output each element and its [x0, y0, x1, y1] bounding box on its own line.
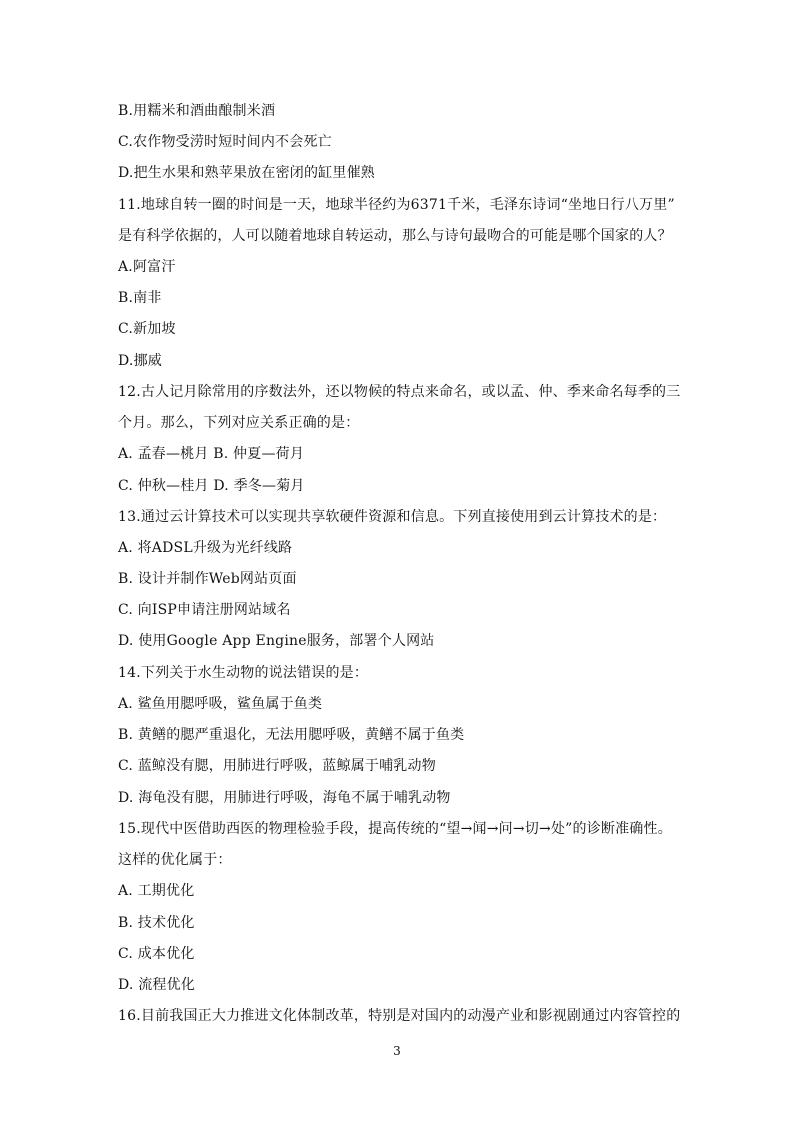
option-line: C.农作物受涝时短时间内不会死亡	[118, 134, 332, 150]
option-line: A. 孟春—桃月 B. 仲夏—荷月	[118, 446, 305, 462]
option-line: A. 鲨鱼用腮呼吸，鲨鱼属于鱼类	[118, 696, 323, 712]
option-line: C.新加坡	[118, 321, 176, 337]
question-line: 个月。那么，下列对应关系正确的是：	[118, 415, 360, 431]
option-line: B.用糯米和酒曲酿制米酒	[118, 103, 276, 119]
question-line: 16.目前我国正大力推进文化体制改革，特别是对国内的动漫产业和影视剧通过内容管控的	[118, 1008, 681, 1024]
option-line: D.把生水果和熟苹果放在密闭的缸里催熟	[118, 165, 375, 181]
question-line: 是有科学依据的，人可以随着地球自转运动，那么与诗句最吻合的可能是哪个国家的人？	[118, 228, 672, 244]
question-line: 15.现代中医借助西医的物理检验手段，提高传统的“望→闻→问→切→处”的诊断准确性。	[118, 821, 672, 837]
option-line: D. 使用Google App Engine服务，部署个人网站	[118, 633, 435, 649]
option-line: D. 流程优化	[118, 977, 196, 993]
option-line: B. 黄鳝的腮严重退化，无法用腮呼吸，黄鳝不属于鱼类	[118, 727, 465, 743]
question-line: 14.下列关于水生动物的说法错误的是：	[118, 665, 369, 681]
option-line: A. 将ADSL升级为光纤线路	[118, 540, 293, 556]
option-line: C. 成本优化	[118, 946, 195, 962]
option-line: D.挪威	[118, 353, 162, 369]
question-line: 11.地球自转一圈的时间是一天，地球半径约为6371千米，毛泽东诗词“坐地日行八万里”	[118, 197, 675, 213]
page-number: 3	[393, 1044, 401, 1058]
option-line: A. 工期优化	[118, 883, 195, 899]
question-line: 13.通过云计算技术可以实现共享软硬件资源和信息。下列直接使用到云计算技术的是：	[118, 509, 667, 525]
option-line: A.阿富汗	[118, 259, 176, 275]
option-line: C. 仲秋—桂月 D. 季冬—菊月	[118, 478, 305, 494]
question-line: 12.古人记月除常用的序数法外，还以物候的特点来命名，或以孟、仲、季来命名每季的三	[118, 384, 681, 400]
option-line: B. 设计并制作Web网站页面	[118, 571, 297, 587]
option-line: B.南非	[118, 290, 162, 306]
option-line: B. 技术优化	[118, 915, 195, 931]
option-line: D. 海龟没有腮，用肺进行呼吸，海龟不属于哺乳动物	[118, 790, 451, 806]
option-line: C. 向ISP申请注册网站域名	[118, 602, 291, 618]
question-line: 这样的优化属于：	[118, 852, 232, 868]
option-line: C. 蓝鲸没有腮，用肺进行呼吸，蓝鲸属于哺乳动物	[118, 758, 436, 774]
